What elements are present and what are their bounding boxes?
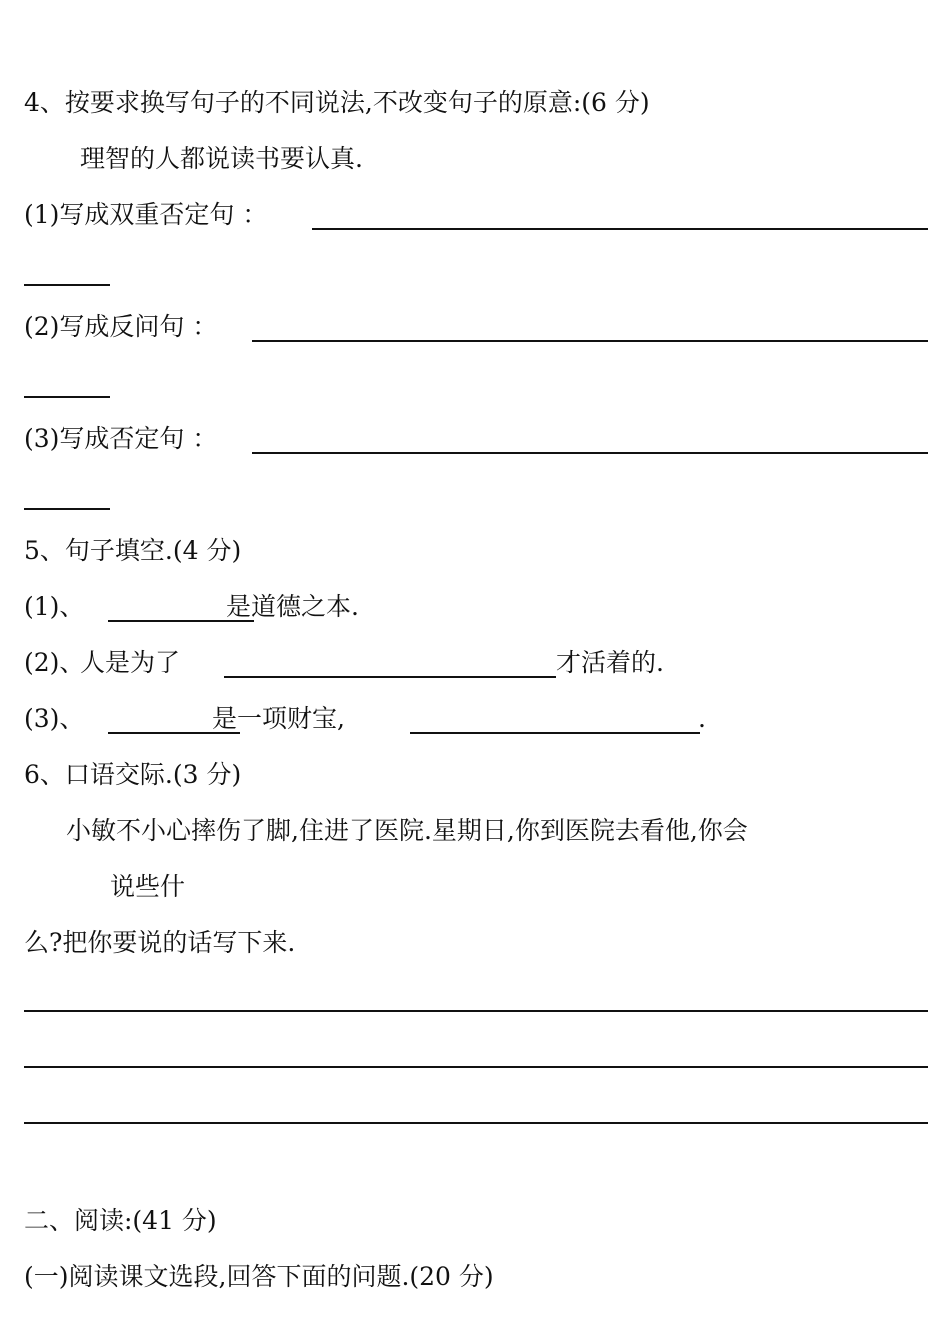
q6-prompt-line2: 说些什 [110,872,186,901]
q5-item2-number: (2)、 [24,648,85,677]
q4-title: 4、按要求换写句子的不同说法,不改变句子的原意:(6 分) [24,88,650,117]
q4-item1-label: (1)写成双重否定句 ： [24,200,268,229]
q6-prompt-line1: 小敏不小心摔伤了脚,住进了医院.星期日,你到医院去看他,你会 [66,816,748,845]
q5-item3-blank-2[interactable] [410,732,700,734]
q6-answer-line-1[interactable] [24,1010,928,1012]
q6-answer-line-3[interactable] [24,1122,928,1124]
section2-title: 二、阅读:(41 分) [24,1206,217,1235]
q5-item3-middle: 是一项财宝, [212,704,345,733]
q4-item3-label: (3)写成否定句 ： [24,424,218,453]
q4-item1-answer-line-cont[interactable] [24,284,110,286]
section2-sub1: (一)阅读课文选段,回答下面的问题.(20 分) [24,1262,494,1291]
q4-item1-answer-line[interactable] [312,228,928,230]
q5-item3-number: (3)、 [24,704,85,733]
q4-sentence: 理智的人都说读书要认真. [80,144,363,173]
q5-item3-end: . [698,704,706,733]
q5-item2-blank[interactable] [224,676,556,678]
q6-prompt-line3: 么?把你要说的话写下来. [24,928,296,957]
q5-item1-number: (1)、 [24,592,85,621]
q4-item2-answer-line-cont[interactable] [24,396,110,398]
q6-title: 6、口语交际.(3 分) [24,760,242,789]
q4-item3-answer-line-cont[interactable] [24,508,110,510]
q5-item2-suffix: 才活着的. [556,648,664,677]
q5-title: 5、句子填空.(4 分) [24,536,242,565]
q5-item1-text: 是道德之本. [226,592,359,621]
q4-item2-label: (2)写成反问句 ： [24,312,218,341]
q4-item3-answer-line[interactable] [252,452,928,454]
q6-answer-line-2[interactable] [24,1066,928,1068]
q4-item2-answer-line[interactable] [252,340,928,342]
q5-item2-prefix: 人是为了 [80,648,181,677]
